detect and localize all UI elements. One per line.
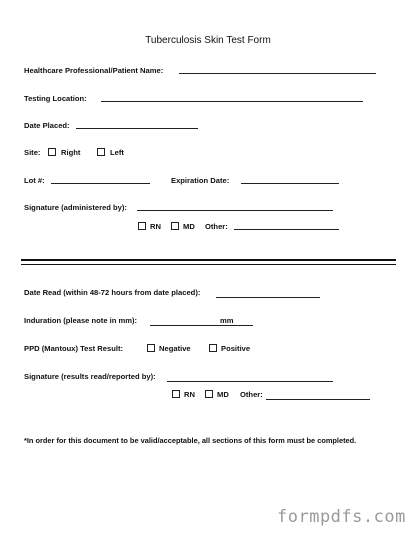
read-rn-label: RN (184, 390, 195, 399)
site-label: Site: (24, 148, 41, 157)
admin-other-label: Other: (205, 222, 228, 231)
admin-md-checkbox[interactable] (171, 222, 179, 230)
sig-read-label: Signature (results read/reported by): (24, 372, 156, 381)
induration-label: Induration (please note in mm): (24, 316, 138, 325)
expiration-field[interactable] (241, 183, 339, 184)
ppd-negative-checkbox[interactable] (147, 344, 155, 352)
validity-note: *In order for this document to be valid/acceptable, all sections of this form must be completed. (24, 436, 357, 445)
admin-rn-checkbox[interactable] (138, 222, 146, 230)
date-read-field[interactable] (216, 297, 320, 298)
site-right-checkbox[interactable] (48, 148, 56, 156)
site-left-checkbox[interactable] (97, 148, 105, 156)
testing-location-field[interactable] (101, 101, 363, 102)
read-other-field[interactable] (266, 399, 370, 400)
ppd-label: PPD (Mantoux) Test Result: (24, 344, 124, 353)
sig-admin-field[interactable] (137, 210, 333, 211)
section-divider-thin (21, 264, 396, 265)
ppd-positive-checkbox[interactable] (209, 344, 217, 352)
date-read-label: Date Read (within 48-72 hours from date placed): (24, 288, 201, 297)
section-divider-thick (21, 259, 396, 261)
induration-field[interactable] (150, 325, 253, 326)
expiration-label: Expiration Date: (171, 176, 230, 185)
induration-unit: mm (220, 316, 234, 325)
patient-name-label: Healthcare Professional/Patient Name: (24, 66, 164, 75)
lot-label: Lot #: (24, 176, 45, 185)
read-rn-checkbox[interactable] (172, 390, 180, 398)
site-left-label: Left (110, 148, 124, 157)
read-md-checkbox[interactable] (205, 390, 213, 398)
admin-other-field[interactable] (234, 229, 339, 230)
read-other-label: Other: (240, 390, 263, 399)
date-placed-label: Date Placed: (24, 121, 70, 130)
admin-md-label: MD (183, 222, 195, 231)
admin-rn-label: RN (150, 222, 161, 231)
lot-field[interactable] (51, 183, 150, 184)
read-md-label: MD (217, 390, 229, 399)
watermark: formpdfs.com (277, 507, 406, 527)
sig-admin-label: Signature (administered by): (24, 203, 127, 212)
sig-read-field[interactable] (167, 381, 333, 382)
site-right-label: Right (61, 148, 81, 157)
form-title: Tuberculosis Skin Test Form (145, 35, 271, 46)
testing-location-label: Testing Location: (24, 94, 87, 103)
patient-name-field[interactable] (179, 73, 376, 74)
ppd-negative-label: Negative (159, 344, 191, 353)
date-placed-field[interactable] (76, 128, 198, 129)
ppd-positive-label: Positive (221, 344, 251, 353)
